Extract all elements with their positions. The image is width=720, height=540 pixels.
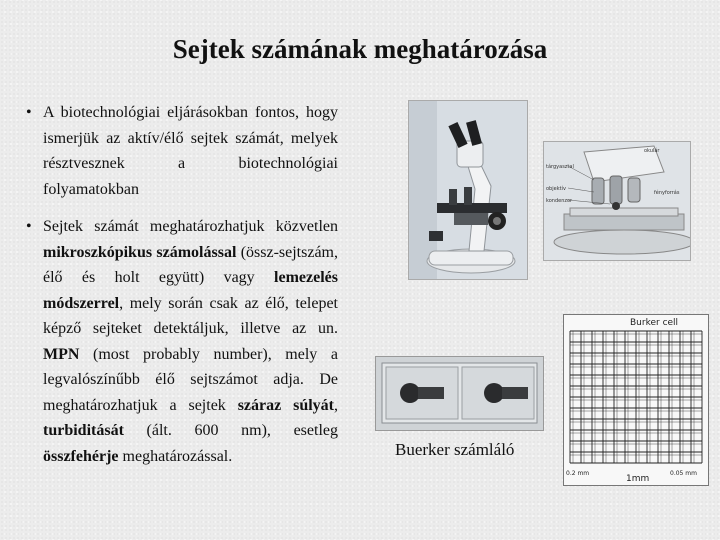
bullet-item — [26, 214, 338, 469]
microscope-photo — [408, 100, 528, 280]
label-okular: okulár — [644, 148, 660, 154]
bullet-icon: • — [26, 218, 32, 235]
text-segment: Sejtek számát meghatározhatjuk közvetlen — [43, 218, 338, 235]
bold-term: lemezelés módszerrel — [43, 269, 338, 312]
grid-label-left: 0.2 mm — [566, 470, 590, 477]
text-segment: (ált. 600 nm), esetleg — [123, 422, 338, 439]
bold-term: turbiditását — [43, 422, 124, 439]
grid-label-right: 0.05 mm — [670, 470, 697, 477]
image-caption: Buerker számláló — [395, 440, 515, 459]
bullet-text — [43, 214, 338, 469]
slide-title: Sejtek számának meghatározása — [172, 34, 548, 64]
text-segment: , mely során csak az élő, telepet képző sejteket detektáljuk, illetve az un. — [43, 294, 338, 337]
grid-label-bottom: 1mm — [626, 474, 650, 484]
label-fenyforras: fényforrás — [654, 190, 680, 196]
grid-title: Burker cell — [630, 318, 679, 328]
bullet-list — [26, 100, 338, 481]
label-targyasztal: tárgyasztal — [546, 164, 574, 170]
counting-chamber-photo — [375, 356, 544, 431]
bullet-icon: • — [26, 104, 32, 121]
burker-grid-image — [563, 314, 709, 486]
label-kondenzor: kondenzor — [546, 198, 573, 204]
bullet-text — [43, 100, 338, 202]
text-segment: (most probably number), mely a legvalószínűbb élő sejtszámot adja. De meghatározhatjuk a sejtek — [43, 345, 338, 414]
bold-term: összfehérje — [43, 447, 119, 465]
bold-term: mikroszkópikus számolással — [43, 243, 237, 261]
text-segment: meghatározással. — [118, 447, 233, 465]
bold-term: MPN — [43, 345, 80, 363]
text-segment: , — [334, 396, 338, 414]
bullet-item — [26, 100, 338, 202]
label-objektiv: objektív — [546, 186, 566, 192]
text-segment: (össz-sejtszám, élő és holt együtt) vagy — [43, 243, 338, 286]
microscope-detail-photo — [543, 141, 691, 261]
text-segment: A biotechnológiai eljárásokban fontos, hogy ismerjük az aktív/élő sejtek számát, melyek résztvesznek a biotechnológiai folyamatokban — [43, 104, 338, 198]
bold-term: száraz súlyát — [237, 396, 334, 414]
